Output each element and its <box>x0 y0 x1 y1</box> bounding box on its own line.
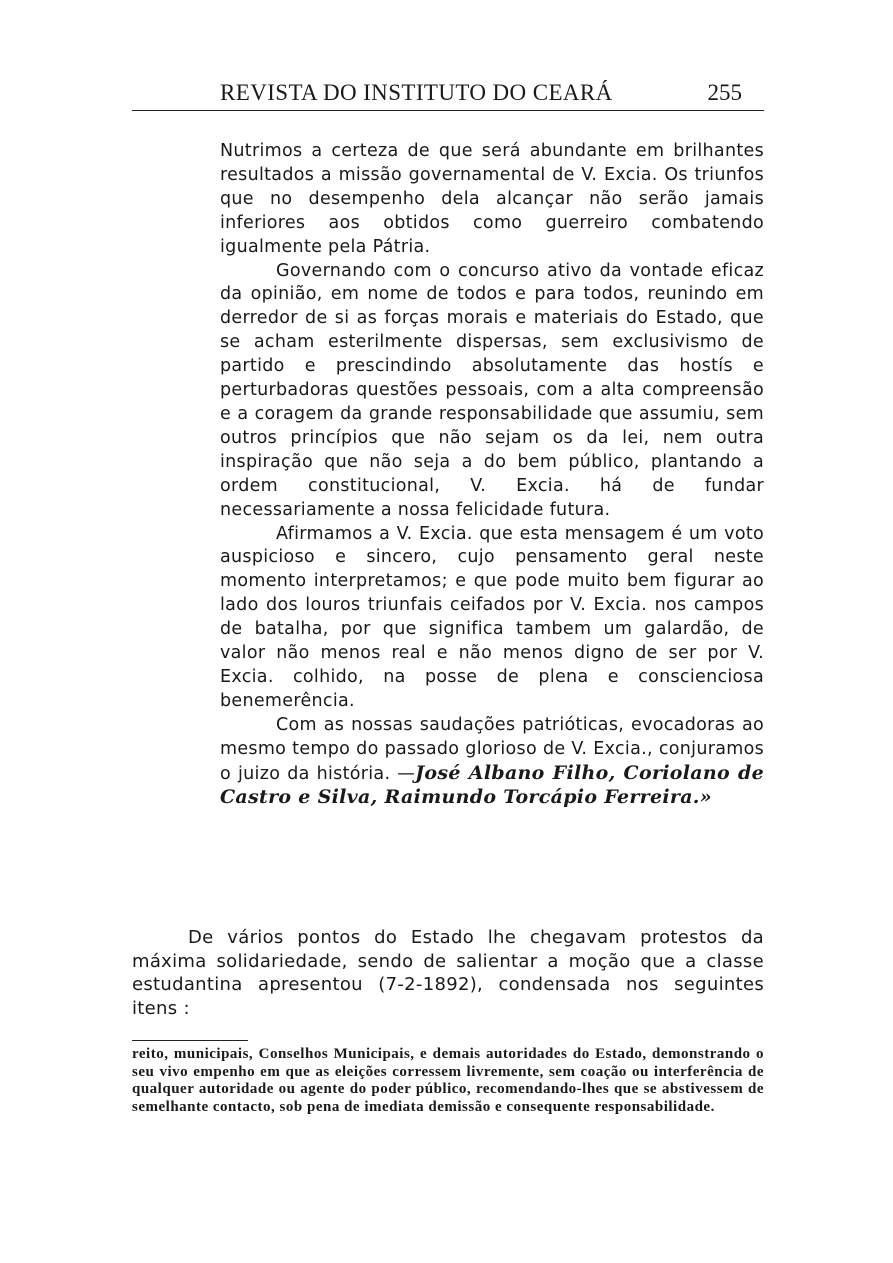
page-number: 255 <box>707 80 742 105</box>
quote-paragraph-3: Afirmamos a V. Excia. que esta mensagem é um voto auspicioso e sincero, cujo pensamento geral neste momento interpretamos; e que pode muito bem figurar ao lado dos louros triunfais ceifados por V. Excia. nos campos de batalha, por que significa tambem um galardão, de valor não menos real e não menos digno de ser por V. Excia. colhido, na posse de plena e conscienciosa benemerência. <box>220 523 764 711</box>
body-paragraph: De vários pontos do Estado lhe chegavam protestos da máxima solidariedade, sendo de salientar a moção que a classe estudantina apresentou (7-2-1892), condensada nos seguintes itens : <box>132 927 764 1019</box>
quote-signature: José Albano Filho, Coriolano de Castro e Silva, Raimundo Torcápio Ferreira.» <box>220 761 764 809</box>
quote-paragraph-2: Governando com o concurso ativo da vontade eficaz da opinião, em nome de todos e para todos, reunindo em derredor de si as forças morais e materiais do Estado, que se acham esterilmente dispersas, sem exclusivismo de partido e prescindindo absolutamente das hostís e perturbadoras questões pessoais, com a alta compreensão e a coragem da grande responsabilidade que assumiu, sem outros princípios que não sejam os da lei, nem outra inspiração que não seja a do bem público, plantando a ordem constitucional, V. Excia. há de fundar necessariamente a nossa felicidade futura. <box>220 260 764 520</box>
footnote-text: reito, municipais, Conselhos Municipais, e demais autoridades do Estado, demonstrando o seu vivo empenho em que as eleições corressem livremente, sem coação ou interferência de qualquer autoridade ou agente do poder público, recomendando-lhes que se abstivessem de semelhante contacto, sob pena de imediata demissão e consequente responsabilidade. <box>132 1046 764 1115</box>
footnote-divider <box>132 1040 248 1041</box>
quote-paragraph-4 <box>220 714 764 812</box>
running-header <box>132 80 764 111</box>
quoted-message <box>220 140 764 811</box>
quote-closing-text: Com as nossas saudações patrióticas, evocadoras ao mesmo tempo do passado glorioso de V. Excia., conjuramos o juizo da história. — <box>220 714 764 784</box>
body-text <box>132 926 764 1020</box>
quote-paragraph-1: Nutrimos a certeza de que será abundante em brilhantes resultados a missão governamental de V. Excia. Os triunfos que no desempenho dela alcançar não serão jamais inferiores aos obtidos como guerreiro combatendo igualmente pela Pátria. <box>220 141 764 257</box>
footnote <box>132 1046 764 1116</box>
journal-title: REVISTA DO INSTITUTO DO CEARÁ <box>220 80 613 105</box>
